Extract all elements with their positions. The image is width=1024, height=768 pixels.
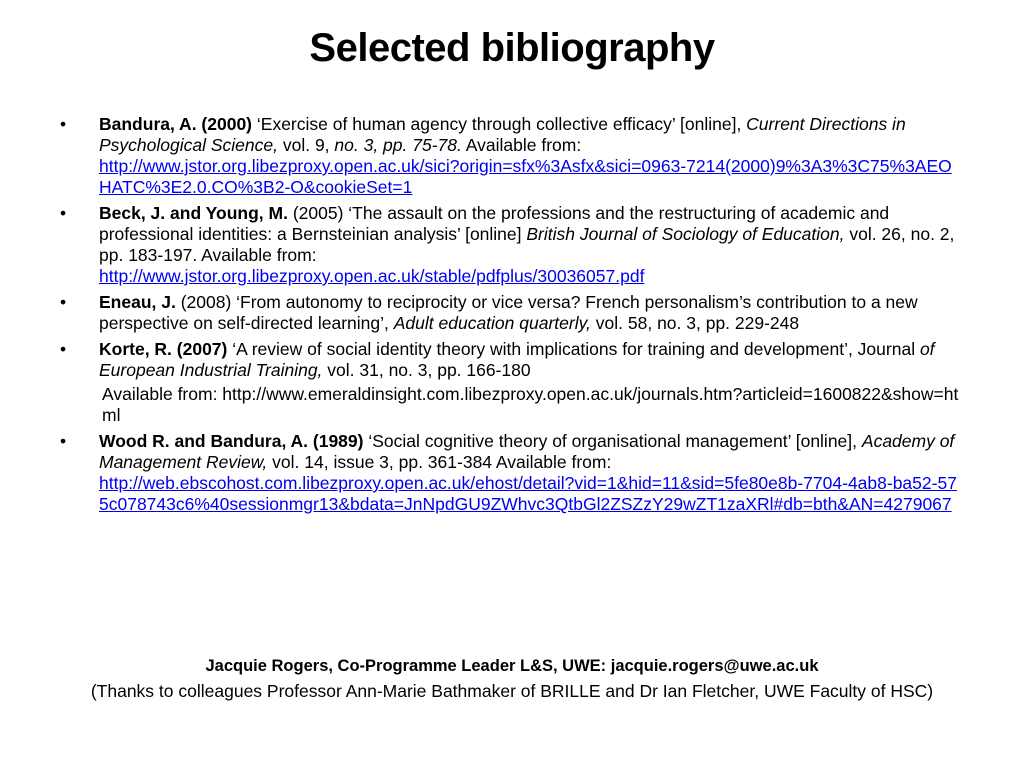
acknowledgements: (Thanks to colleagues Professor Ann-Marie Bathmaker of BRILLE and Dr Ian Fletcher, UWE Faculty of HSC) — [90, 681, 934, 701]
entry-journal: of European Industrial Training, — [99, 339, 935, 380]
slide-title: Selected bibliography — [309, 26, 715, 70]
entry-details: vol. 26, no. 2, pp. 183-197. Available from: — [99, 224, 955, 265]
entry-journal: Adult education quarterly, — [393, 313, 591, 333]
entry-authors: Beck, J. and Young, M. — [99, 203, 288, 223]
bibliography-list — [60, 114, 960, 520]
entry-details: vol. 58, no. 3, pp. 229-248 — [590, 313, 800, 333]
bib-entry-beck-young-2005 — [60, 203, 960, 287]
bib-entry-korte-availability — [60, 384, 960, 426]
entry-title: ‘A review of social identity theory with implications for training and development’, Journal — [227, 339, 920, 359]
entry-details: vol. 9, — [277, 135, 335, 155]
entry-journal: Current Directions in Psychological Science, — [99, 114, 906, 155]
bullet-icon: • — [60, 203, 67, 223]
bib-entry-eneau-2008 — [60, 292, 960, 334]
entry-journal: Academy of Management Review, — [99, 431, 955, 472]
entry-details: vol. 14, issue 3, pp. 361-384 Available from: — [267, 452, 612, 472]
bib-entry-korte-2007 — [60, 339, 960, 381]
entry-available: Available from: — [461, 135, 582, 155]
bib-entry-wood-bandura-1989 — [60, 431, 960, 515]
entry-issue: no. 3, pp. 75-78. — [334, 135, 462, 155]
entry-title: (2005) ‘The assault on the professions and the restructuring of academic and professional identities: a Bernsteinian analysis’ [online] — [99, 203, 890, 244]
entry-authors: Bandura, A. (2000) — [99, 114, 253, 134]
bullet-icon: • — [60, 339, 67, 359]
entry-url-link[interactable]: http://www.jstor.org.libezproxy.open.ac.uk/sici?origin=sfx%3Asfx&sici=0963-7214(2000)9%3A3%3C75%3AEOHATC%3E2.0.CO%3B2-O&cookieSet=1 — [99, 156, 952, 197]
entry-availability-text: Available from: http://www.emeraldinsight.com.libezproxy.open.ac.uk/journals.htm?articleid=1600822&show=html — [102, 384, 959, 425]
entry-authors: Wood R. and Bandura, A. (1989) — [99, 431, 364, 451]
bullet-icon: • — [60, 114, 67, 134]
contact-line: Jacquie Rogers, Co-Programme Leader L&S, UWE: jacquie.rogers@uwe.ac.uk — [205, 657, 819, 675]
entry-title: ‘Social cognitive theory of organisational management’ [online], — [363, 431, 862, 451]
entry-authors: Korte, R. (2007) — [99, 339, 228, 359]
slide-footer — [60, 656, 964, 702]
entry-title: ‘Exercise of human agency through collective efficacy’ [online], — [252, 114, 747, 134]
bib-entry-bandura-2000 — [60, 114, 960, 198]
entry-url-link[interactable]: http://www.jstor.org.libezproxy.open.ac.uk/stable/pdfplus/30036057.pdf — [99, 266, 645, 286]
entry-details: vol. 31, no. 3, pp. 166-180 — [322, 360, 531, 380]
entry-journal: British Journal of Sociology of Education, — [526, 224, 845, 244]
bullet-icon: • — [60, 292, 67, 312]
entry-authors: Eneau, J. — [99, 292, 176, 312]
entry-url-link[interactable]: http://web.ebscohost.com.libezproxy.open.ac.uk/ehost/detail?vid=1&hid=11&sid=5fe80e8b-7704-4ab8-ba52-575c078743c6%40sessionmgr13&bdata=JnNpdGU9ZWhvc3QtbGl2ZSZzY29wZT1zaXRl#db=bth&AN=4279067 — [99, 473, 957, 514]
entry-title: (2008) ‘From autonomy to reciprocity or vice versa? French personalism’s contribution to a new perspective on self-directed learning’, — [99, 292, 918, 333]
bullet-icon: • — [60, 431, 67, 451]
